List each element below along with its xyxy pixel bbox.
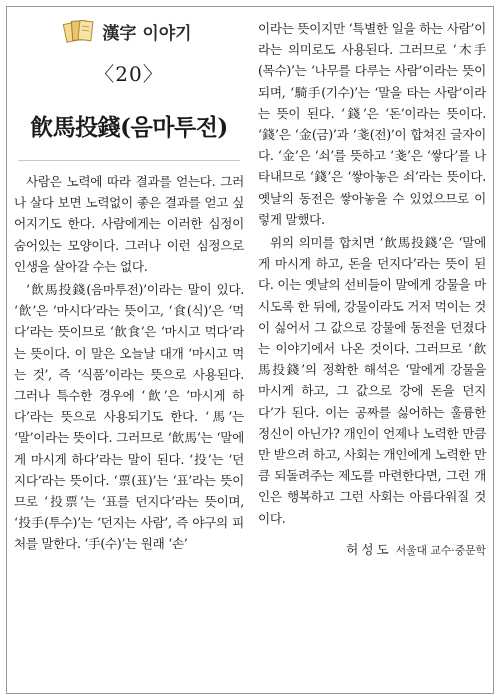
series-header — [10, 18, 244, 44]
body-paragraph: 이라는 뜻이지만 ‘특별한 일을 하는 사람’이라는 의미로도 사용된다. 그러므로 ‘木手(목수)’는 ‘나무를 다루는 사람’이라는 뜻이 되며, ‘騎手(기수)’는 ‘말을 타는 사람’이라는 뜻이 된다. ‘錢’은 ‘돈’이라는 뜻이다. ‘錢’은 ‘金(금)’과 ‘戔(전)’이 합쳐진 글자이다. ‘金’은 ‘쇠’를 뜻하고 ‘戔’은 ‘쌓다’를 나타내므로 ‘錢’은 ‘쌓아놓은 쇠’라는 뜻이다. 옛날의 동전은 쌓아놓을 수 있었으므로 이렇게 말했다. — [258, 21, 486, 227]
byline — [258, 539, 486, 558]
body-paragraph: 사람은 노력에 따라 결과를 얻는다. 그러나 살다 보면 노력없이 좋은 결과를 얻고 싶어지기도 한다. 사람에게는 이러한 심정이 숨어있는 모양이다. 그러나 이런 심정으로 인생을 살아갈 수는 없다. — [14, 174, 244, 274]
book-icon — [62, 18, 96, 44]
article-headline: 飮馬投錢(음마투전) — [30, 114, 228, 141]
right-column — [258, 18, 486, 558]
issue-number: 〈20〉 — [94, 62, 164, 86]
left-column — [14, 18, 244, 557]
title-divider — [18, 160, 240, 161]
body-paragraph: ‘飮馬投錢(음마투전)’이라는 말이 있다. ‘飮’은 ‘마시다’라는 뜻이고, ‘食(식)’은 ‘먹다’라는 뜻이므로 ‘飮食’은 ‘마시고 먹다’라는 뜻이다. 이 말은 오늘날 대개 ‘마시고 먹는 것’, 즉 ‘식품’이라는 뜻으로 사용된다. 그러나 특수한 경우에 ‘飮’은 ‘마시게 하다’라는 뜻으로 사용되기도 한다. ‘馬’는 ‘말’이라는 뜻이다. 그러므로 ‘飮馬’는 ‘말에게 마시게 하다’라는 말이 된다. ‘投’는 ‘던지다’라는 뜻이다. ‘票(표)’는 ‘표’라는 뜻이므로 ‘投票’는 ‘표를 던지다’라는 뜻이며, ‘投手(투수)’는 ‘던지는 사람’, 즉 야구의 피처를 말한다. ‘手(수)’는 원래 ‘손’ — [14, 282, 244, 552]
body-paragraph: 위의 의미를 합치면 ‘飮馬投錢’은 ‘말에게 마시게 하고, 돈을 던지다’라는 뜻이 된다. 이는 옛날의 선비들이 말에게 강물을 마시도록 한 뒤에, 강물이라도 거저 먹이는 것이 싫어서 그 값으로 강물에 동전을 던졌다는 이야기에서 나온 것이다. 그러므로 ‘飮馬投錢’의 정확한 해석은 ‘말에게 강물을 마시게 하고, 그 값으로 강에 돈을 던지다’가 된다. 이는 공짜를 싫어하는 훌륭한 정신이 아닌가? 개인이 언제나 노력한 만큼만 받으려 하고, 사회는 개인에게 노력한 만큼 되돌려주는 제도를 마련한다면, 그런 개인은 행복하고 그런 사회는 아름다워질 것이다. — [258, 235, 486, 526]
author-affiliation: 서울대 교수·중문학 — [395, 543, 486, 557]
author-name: 허성도 — [346, 541, 392, 557]
series-title: 漢字 이야기 — [102, 23, 192, 44]
